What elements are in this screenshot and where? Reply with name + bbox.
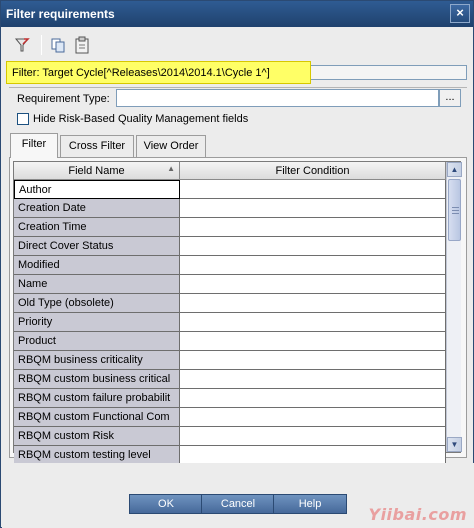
field-name-cell[interactable]: RBQM business criticality bbox=[14, 351, 180, 370]
tab-filter-label: Filter bbox=[21, 138, 47, 150]
field-name-cell[interactable]: RBQM custom business critical bbox=[14, 370, 180, 389]
cancel-button[interactable]: Cancel bbox=[201, 494, 275, 514]
vertical-scrollbar[interactable] bbox=[446, 162, 461, 452]
close-button[interactable] bbox=[450, 4, 470, 23]
filter-condition-cell[interactable] bbox=[180, 427, 446, 446]
column-header-field-name[interactable] bbox=[14, 162, 180, 180]
filter-condition-cell[interactable] bbox=[180, 332, 446, 351]
filter-condition-cell[interactable] bbox=[180, 389, 446, 408]
grid-rows bbox=[14, 180, 446, 465]
close-icon: × bbox=[456, 5, 464, 20]
dialog-title: Filter requirements bbox=[6, 7, 115, 21]
tab-filter[interactable] bbox=[10, 133, 58, 158]
filter-condition-cell[interactable] bbox=[180, 180, 446, 199]
scroll-up-button[interactable] bbox=[447, 162, 462, 177]
filter-icon bbox=[11, 34, 33, 56]
grip-line bbox=[452, 210, 459, 211]
table-row[interactable] bbox=[14, 351, 446, 370]
grid-header bbox=[14, 162, 446, 180]
field-name-cell[interactable]: Name bbox=[14, 275, 180, 294]
column-header-field-name-label: Field Name bbox=[68, 165, 125, 177]
filter-condition-cell[interactable] bbox=[180, 256, 446, 275]
filter-condition-cell[interactable] bbox=[180, 199, 446, 218]
clipboard-icon bbox=[71, 34, 93, 56]
field-name-cell[interactable]: Direct Cover Status bbox=[14, 237, 180, 256]
tab-cross-filter[interactable] bbox=[60, 135, 134, 157]
tab-view-order-label: View Order bbox=[143, 140, 199, 152]
tab-cross-filter-label: Cross Filter bbox=[68, 140, 126, 152]
filter-grid bbox=[13, 161, 461, 461]
sort-arrow-icon: ▲ bbox=[167, 164, 175, 173]
title-bar bbox=[1, 1, 473, 27]
table-row[interactable] bbox=[14, 180, 446, 199]
table-row[interactable] bbox=[14, 218, 446, 237]
field-name-cell[interactable]: Creation Time bbox=[14, 218, 180, 237]
tab-view-order[interactable] bbox=[136, 135, 206, 157]
table-row[interactable] bbox=[14, 313, 446, 332]
table-row[interactable] bbox=[14, 370, 446, 389]
grip-line bbox=[452, 207, 459, 208]
chevron-down-icon: ▼ bbox=[450, 440, 459, 449]
column-header-filter-condition[interactable] bbox=[180, 162, 446, 180]
table-row[interactable] bbox=[14, 427, 446, 446]
field-name-cell[interactable]: Old Type (obsolete) bbox=[14, 294, 180, 313]
ok-button[interactable]: OK bbox=[129, 494, 203, 514]
filter-button[interactable] bbox=[11, 34, 33, 56]
filter-condition-cell[interactable] bbox=[180, 408, 446, 427]
filter-condition-cell[interactable] bbox=[180, 218, 446, 237]
field-name-cell[interactable]: RBQM custom testing level bbox=[14, 446, 180, 465]
hide-rbqm-label: Hide Risk-Based Quality Management fields bbox=[33, 113, 249, 125]
copy-button[interactable] bbox=[47, 34, 69, 56]
scroll-down-button[interactable] bbox=[447, 437, 462, 452]
toolbar-separator bbox=[41, 35, 42, 55]
field-name-cell[interactable]: Product bbox=[14, 332, 180, 351]
filter-condition-cell[interactable] bbox=[180, 275, 446, 294]
table-row[interactable] bbox=[14, 237, 446, 256]
table-row[interactable] bbox=[14, 275, 446, 294]
field-name-cell[interactable]: Author bbox=[14, 180, 180, 199]
field-name-cell[interactable]: Creation Date bbox=[14, 199, 180, 218]
column-header-filter-condition-label: Filter Condition bbox=[275, 165, 350, 177]
paste-button[interactable] bbox=[71, 34, 93, 56]
filter-condition-cell[interactable] bbox=[180, 370, 446, 389]
hide-rbqm-checkbox[interactable] bbox=[17, 113, 29, 125]
filter-condition-cell[interactable] bbox=[180, 351, 446, 370]
field-name-cell[interactable]: RBQM custom Risk bbox=[14, 427, 180, 446]
field-name-cell[interactable]: Priority bbox=[14, 313, 180, 332]
table-row[interactable] bbox=[14, 332, 446, 351]
table-row[interactable] bbox=[14, 294, 446, 313]
filter-summary-text: Filter: Target Cycle[^Releases\2014\2014.1\Cycle 1^] bbox=[12, 67, 270, 79]
field-name-cell[interactable]: RBQM custom Functional Com bbox=[14, 408, 180, 427]
scroll-thumb[interactable] bbox=[448, 179, 461, 241]
copy-icon bbox=[47, 34, 69, 56]
requirement-type-label: Requirement Type: bbox=[17, 93, 110, 105]
table-row[interactable] bbox=[14, 199, 446, 218]
field-name-cell[interactable]: RBQM custom failure probabilit bbox=[14, 389, 180, 408]
table-row[interactable] bbox=[14, 389, 446, 408]
watermark: Yiibai.com bbox=[368, 505, 467, 524]
field-name-cell[interactable]: Modified bbox=[14, 256, 180, 275]
table-row[interactable] bbox=[14, 408, 446, 427]
table-row[interactable] bbox=[14, 256, 446, 275]
requirement-type-browse-button[interactable]: ... bbox=[439, 89, 461, 107]
toolbar bbox=[5, 31, 469, 59]
help-button[interactable]: Help bbox=[273, 494, 347, 514]
requirement-type-input[interactable] bbox=[116, 89, 439, 107]
grip-line bbox=[452, 213, 459, 214]
filter-condition-cell[interactable] bbox=[180, 313, 446, 332]
divider bbox=[9, 87, 467, 88]
chevron-up-icon: ▲ bbox=[450, 165, 459, 174]
filter-condition-cell[interactable] bbox=[180, 237, 446, 256]
filter-condition-cell[interactable] bbox=[180, 294, 446, 313]
